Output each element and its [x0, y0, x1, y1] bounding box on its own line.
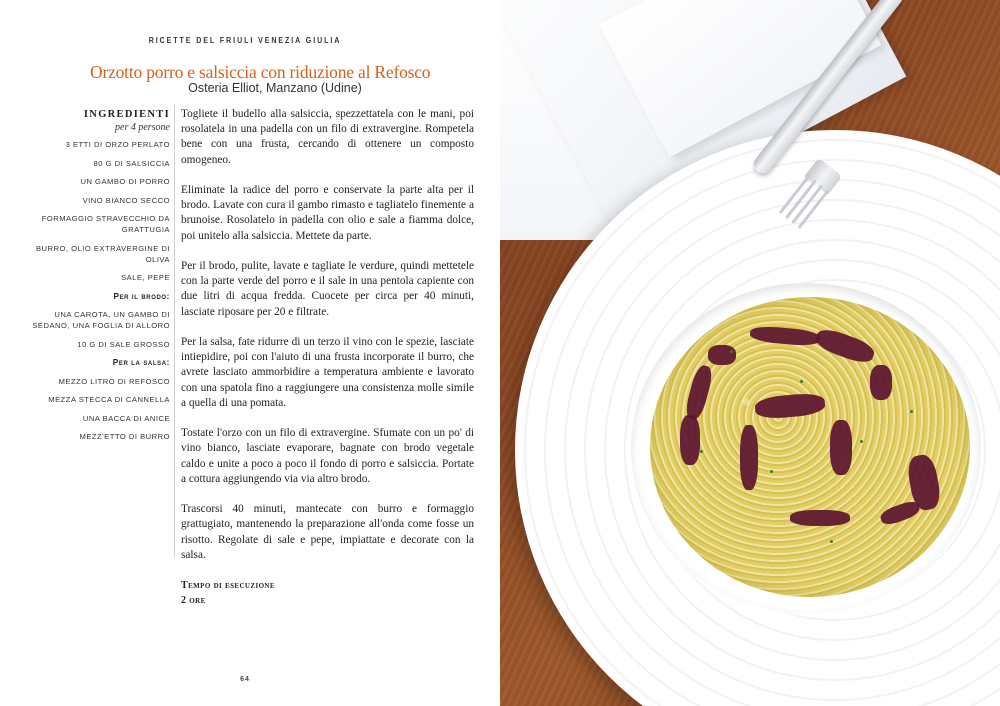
recipe-source: Osteria Elliot, Manzano (Udine) — [188, 81, 362, 95]
ingredient-item: UNA CAROTA, UN GAMBO DI SEDANO, UNA FOGLIA DI ALLORO — [32, 310, 170, 330]
method-text — [181, 107, 474, 608]
herb-fleck — [770, 470, 773, 473]
method-paragraph: Per la salsa, fate ridurre di un terzo il vino con le spezie, lasciate intiepidire, poi con l'aiuto di una frusta incorporate il burro, che avrete lasciato ammorbidire a temperatura ambiente e lavorato con una spatola fino a raggiungere una consistenza molle simile a quella di una pomata. — [181, 336, 474, 409]
column-divider — [174, 105, 175, 557]
ingredient-item: UNA BACCA DI ANICE — [82, 413, 170, 423]
ingredient-item: FORMAGGIO STRAVECCHIO DA GRATTUGIA — [41, 214, 170, 234]
ingredients-column — [30, 108, 170, 450]
recipe-title: Orzotto porro e salsiccia con riduzione al Refosco — [90, 62, 431, 82]
ingredient-item: 10 G DI SALE GROSSO — [77, 339, 170, 349]
sauce-drizzle — [708, 345, 736, 365]
method-paragraph: Tostate l'orzo con un filo di extravergine. Sfumate con un po' di vino bianco, lasciate evaporare, bagnate con brodo vegetale caldo e unite a poco a poco il fondo di porro e salsiccia. Portate a cottura aggiungendo via via altro brodo. — [181, 427, 474, 485]
ingredient-item: MEZZO LITRO DI REFOSCO — [58, 376, 170, 386]
herb-fleck — [800, 380, 803, 383]
herb-fleck — [830, 540, 833, 543]
method-paragraph: Togliete il budello alla salsiccia, spezzettatela con le mani, poi rosolatela in una padella con un filo di extravergine. Rompetela bene con una frusta, cercando di ottenere un composto omogeneo. — [181, 108, 474, 166]
sauce-drizzle — [680, 415, 700, 465]
ingredient-item: SALE, PEPE — [121, 273, 170, 282]
broth-heading: Per il brodo: — [113, 291, 170, 301]
dish-photo — [500, 0, 1000, 706]
method-paragraph: Per il brodo, pulite, lavate e tagliate le verdure, quindi mettetele con la parte verde del porro e il sale in una pentola capiente con due litri di acqua fredda. Cuocete per circa per 40 minuti, lasciate riposare per 20 e filtrate. — [181, 260, 474, 318]
ingredient-item: MEZZ'ETTO DI BURRO — [79, 432, 170, 441]
sauce-heading: Per la salsa: — [112, 358, 170, 367]
herb-fleck — [700, 450, 703, 453]
sauce-drizzle — [830, 420, 852, 475]
time-label: Tempo di esecuzione — [181, 580, 275, 592]
ingredient-item: UN GAMBO DI PORRO — [80, 177, 170, 186]
ingredient-item: VINO BIANCO SECCO — [82, 195, 170, 205]
ingredient-item: BURRO, OLIO EXTRAVERGINE DI OLIVA — [35, 243, 170, 264]
ingredients-heading: INGREDIENTI — [83, 109, 170, 120]
herb-fleck — [910, 410, 913, 413]
ingredient-item: MEZZA STECCA DI CANNELLA — [48, 395, 170, 404]
sauce-drizzle — [870, 365, 892, 400]
sauce-drizzle — [740, 425, 758, 490]
method-paragraph: Trascorsi 40 minuti, mantecate con burro e formaggio grattugiato, mantenendo la preparazione all'onda come fosse un risotto. Regolate di sale e pepe, impiattate e decorate con la salsa. — [181, 503, 474, 561]
ingredient-item: 3 ETTI DI ORZO PERLATO — [65, 140, 170, 149]
herb-fleck — [860, 440, 863, 443]
herb-fleck — [730, 350, 733, 353]
time-value: 2 ore — [181, 595, 206, 607]
page-number: 64 — [240, 676, 250, 683]
servings: per 4 persone — [115, 122, 170, 133]
sauce-drizzle — [790, 510, 850, 526]
method-paragraph: Eliminate la radice del porro e conservate la parte alta per il brodo. Lavate con cura il gambo rimasto e tagliatelo finemente a brunoise. Rosolatelo in padella con olio e sale a fiamma dolce, poi unitelo alla salsiccia. Mettete da parte. — [181, 184, 474, 242]
running-head: RICETTE DEL FRIULI VENEZIA GIULIA — [148, 36, 342, 45]
ingredient-item: 80 G DI SALSICCIA — [93, 158, 170, 168]
